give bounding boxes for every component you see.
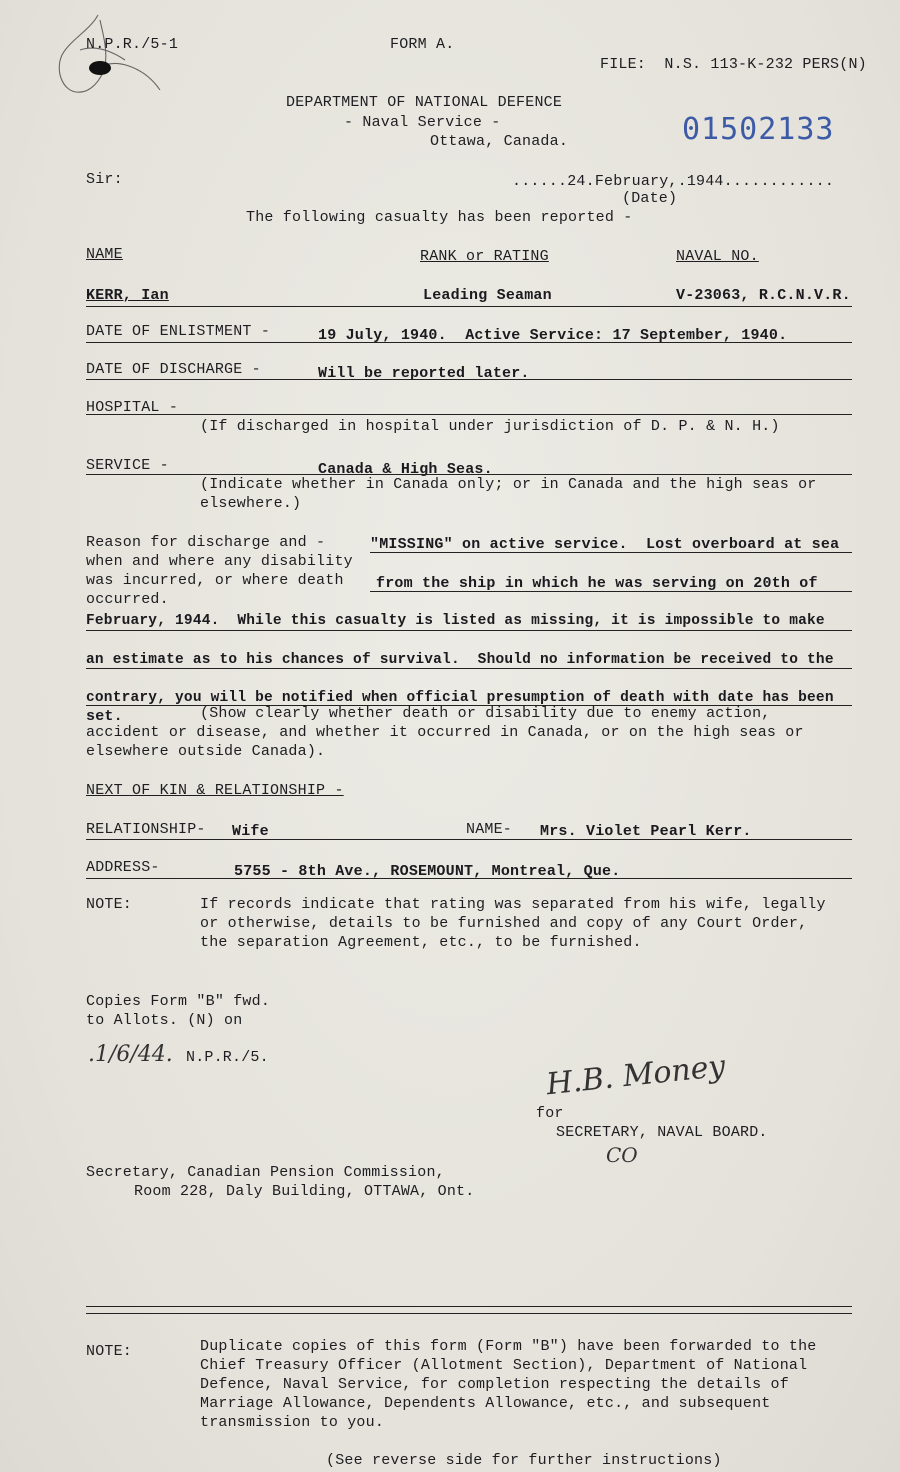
note2-line2: Chief Treasury Officer (Allotment Section), Department of National bbox=[200, 1357, 808, 1374]
rule bbox=[86, 306, 852, 307]
discharge-label: DATE OF DISCHARGE - bbox=[86, 361, 261, 378]
copies-line2: to Allots. (N) on bbox=[86, 1012, 243, 1029]
note2-line1: Duplicate copies of this form (Form "B") have been forwarded to the bbox=[200, 1338, 817, 1355]
name-column-header: NAME bbox=[86, 246, 123, 263]
copies-line1: Copies Form "B" fwd. bbox=[86, 993, 271, 1010]
service-note-line2: elsewhere.) bbox=[200, 495, 302, 512]
reason-text-line3: February, 1944. While this casualty is listed as missing, it is impossible to make bbox=[86, 613, 825, 629]
enlistment-label: DATE OF ENLISTMENT - bbox=[86, 323, 271, 340]
rule bbox=[86, 878, 852, 879]
note1-line3: the separation Agreement, etc., to be furnished. bbox=[200, 934, 642, 951]
address-value: 5755 - 8th Ave., ROSEMOUNT, Montreal, Que. bbox=[234, 863, 621, 880]
hospital-label: HOSPITAL - bbox=[86, 399, 179, 416]
scribble-mark bbox=[50, 10, 180, 100]
handwritten-date: .1/6/44. bbox=[88, 1042, 173, 1067]
note2-label: NOTE: bbox=[86, 1343, 133, 1360]
note1-label: NOTE: bbox=[86, 896, 133, 913]
reason-label-line4: occurred. bbox=[86, 591, 169, 608]
file-reference: FILE: N.S. 113-K-232 PERS(N) bbox=[600, 56, 867, 73]
naval-no-column-header: NAVAL NO. bbox=[676, 248, 759, 265]
department-heading: DEPARTMENT OF NATIONAL DEFENCE bbox=[286, 94, 563, 111]
kin-name-label: NAME- bbox=[466, 821, 513, 838]
service-value: Canada & High Seas. bbox=[318, 461, 493, 478]
signature-initials: CO bbox=[606, 1143, 638, 1167]
rule bbox=[86, 1313, 852, 1314]
signature: H.B. Money bbox=[544, 1048, 727, 1103]
kin-name-value: Mrs. Violet Pearl Kerr. bbox=[540, 823, 752, 840]
service-note-line1: (Indicate whether in Canada only; or in Canada and the high seas or bbox=[200, 476, 817, 493]
reason-text-line5: contrary, you will be notified when official presumption of death with date has been bbox=[86, 690, 834, 706]
rule bbox=[86, 630, 852, 631]
enlistment-value: 19 July, 1940. Active Service: 17 September, 1940. bbox=[318, 327, 788, 344]
reason-label-line3: was incurred, or where death bbox=[86, 572, 344, 589]
discharge-value: Will be reported later. bbox=[318, 365, 530, 382]
rank-column-header: RANK or RATING bbox=[420, 248, 549, 265]
reason-note-line2: accident or disease, and whether it occurred in Canada, or on the high seas or bbox=[86, 724, 804, 741]
addressee-line1: Secretary, Canadian Pension Commission, bbox=[86, 1164, 445, 1181]
file-stamp-number: 01502133 bbox=[682, 112, 835, 147]
rule bbox=[86, 668, 852, 669]
signature-title: SECRETARY, NAVAL BOARD. bbox=[556, 1124, 768, 1141]
city-heading: Ottawa, Canada. bbox=[430, 133, 569, 150]
naval-service-heading: - Naval Service - bbox=[344, 114, 501, 131]
service-label: SERVICE - bbox=[86, 457, 169, 474]
addressee-line2: Room 228, Daly Building, OTTAWA, Ont. bbox=[134, 1183, 475, 1200]
reason-note-line1: (Show clearly whether death or disability due to enemy action, bbox=[200, 705, 771, 722]
next-of-kin-heading: NEXT OF KIN & RELATIONSHIP - bbox=[86, 782, 344, 799]
rule bbox=[86, 1306, 852, 1307]
rule bbox=[86, 839, 852, 840]
rule bbox=[86, 379, 852, 380]
rule bbox=[86, 414, 852, 415]
reverse-side-footer: (See reverse side for further instructions) bbox=[326, 1452, 722, 1469]
rule bbox=[370, 552, 852, 553]
rule bbox=[370, 591, 852, 592]
note2-line4: Marriage Allowance, Dependents Allowance, etc., and subsequent bbox=[200, 1395, 771, 1412]
reason-text-line2: from the ship in which he was serving on 20th of bbox=[376, 575, 818, 592]
note2-line3: Defence, Naval Service, for completion respecting the details of bbox=[200, 1376, 789, 1393]
hospital-note: (If discharged in hospital under jurisdiction of D. P. & N. H.) bbox=[200, 418, 780, 435]
casualty-name: KERR, Ian bbox=[86, 287, 169, 304]
reason-text-line6: set. bbox=[86, 708, 123, 725]
reason-text-line4: an estimate as to his chances of survival. Should no information be received to the bbox=[86, 652, 834, 668]
casualty-rank: Leading Seaman bbox=[423, 287, 552, 304]
address-label: ADDRESS- bbox=[86, 859, 160, 876]
copies-ref: N.P.R./5. bbox=[186, 1049, 269, 1066]
intro-text: The following casualty has been reported - bbox=[246, 209, 633, 226]
reason-text-line1: "MISSING" on active service. Lost overboard at sea bbox=[370, 536, 840, 553]
letter-date: ......24.February,.1944............ bbox=[512, 173, 835, 190]
note2-line5: transmission to you. bbox=[200, 1414, 385, 1431]
signature-for: for bbox=[536, 1105, 564, 1122]
form-title: FORM A. bbox=[390, 36, 455, 53]
note1-line1: If records indicate that rating was separated from his wife, legally bbox=[200, 896, 826, 913]
reason-label-line1: Reason for discharge and - bbox=[86, 534, 326, 551]
relationship-value: Wife bbox=[232, 823, 269, 840]
note1-line2: or otherwise, details to be furnished and copy of any Court Order, bbox=[200, 915, 808, 932]
form-code: N.P.R./5-1 bbox=[86, 36, 179, 53]
salutation: Sir: bbox=[86, 171, 123, 188]
reason-label-line2: when and where any disability bbox=[86, 553, 353, 570]
rule bbox=[86, 342, 852, 343]
reason-note-line3: elsewhere outside Canada). bbox=[86, 743, 326, 760]
relationship-label: RELATIONSHIP- bbox=[86, 821, 206, 838]
casualty-naval-no: V-23063, R.C.N.V.R. bbox=[676, 287, 851, 304]
date-caption: (Date) bbox=[622, 190, 678, 207]
